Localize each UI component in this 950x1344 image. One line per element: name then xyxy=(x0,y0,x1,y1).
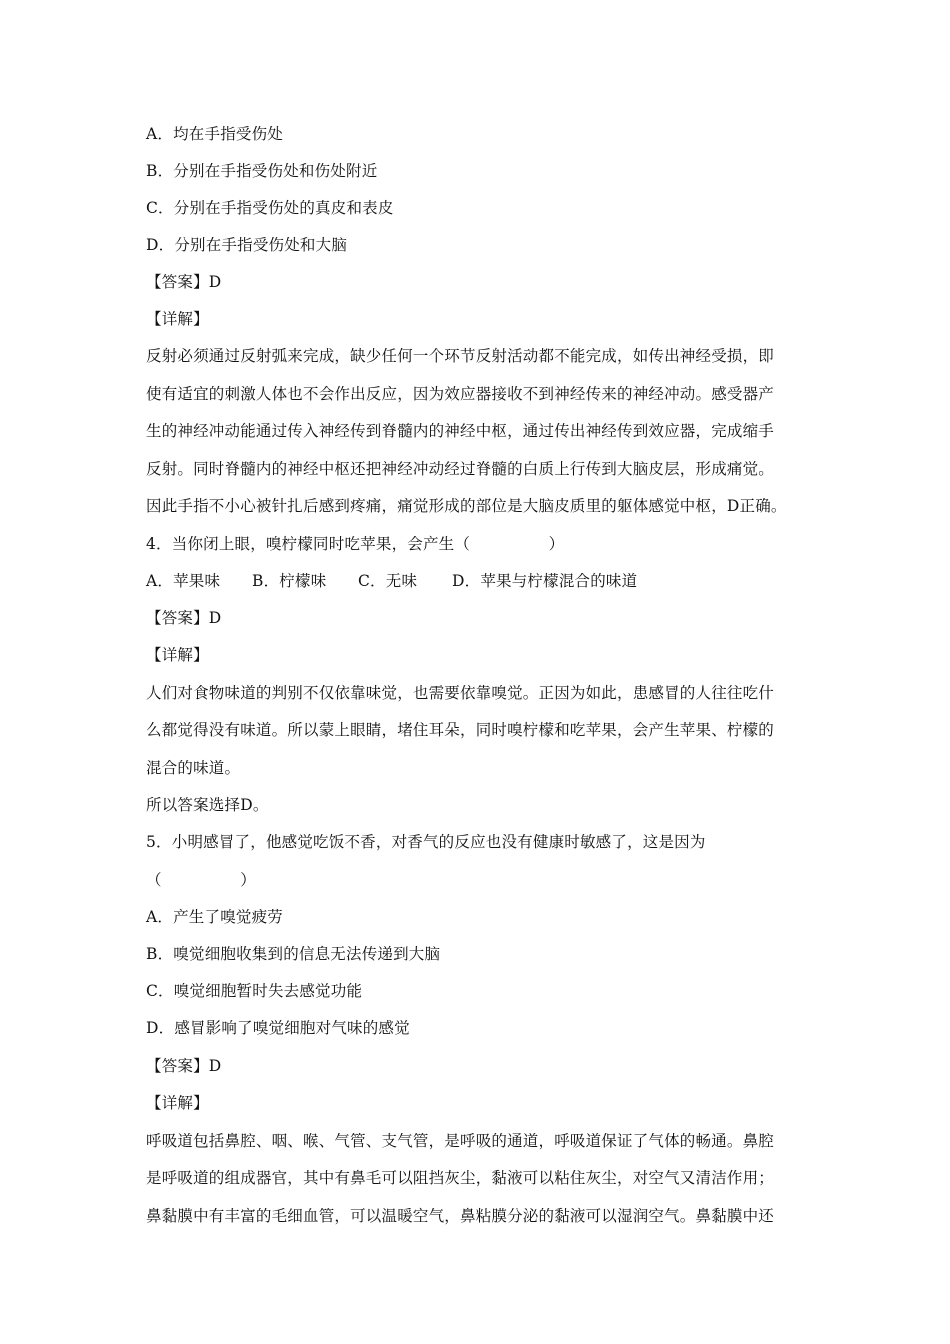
q4-detail-heading: 【详解】 xyxy=(146,646,209,664)
q4-option-d: D．苹果与柠檬混合的味道 xyxy=(452,572,638,590)
q4-detail-line: 所以答案选择D。 xyxy=(146,796,269,814)
q5-question: 5．小明感冒了，他感觉吃饭不香，对香气的反应也没有健康时敏感了，这是因为 xyxy=(146,833,706,851)
q4-option-b: B．柠檬味 xyxy=(252,572,327,590)
q4-option-c: C．无味 xyxy=(358,572,418,590)
q3-option-b: B．分别在手指受伤处和伤处附近 xyxy=(146,162,378,180)
q4-question: 4．当你闭上眼，嗅柠檬同时吃苹果，会产生（ ） xyxy=(146,535,565,553)
q5-detail-line: 呼吸道包括鼻腔、咽、喉、气管、支气管，是呼吸的通道，呼吸道保证了气体的畅通。鼻腔 xyxy=(146,1132,775,1150)
q4-detail-line: 么都觉得没有味道。所以蒙上眼睛，堵住耳朵，同时嗅柠檬和吃苹果，会产生苹果、柠檬的 xyxy=(146,721,775,739)
q5-option-a: A．产生了嗅觉疲劳 xyxy=(146,908,283,926)
q3-answer: 【答案】D xyxy=(146,273,222,291)
q5-detail-line: 鼻黏膜中有丰富的毛细血管，可以温暖空气，鼻粘膜分泌的黏液可以湿润空气。鼻黏膜中还 xyxy=(146,1207,775,1225)
q5-option-c: C．嗅觉细胞暂时失去感觉功能 xyxy=(146,982,363,1000)
q4-option-a: A．苹果味 xyxy=(146,572,221,590)
q5-option-d: D．感冒影响了嗅觉细胞对气味的感觉 xyxy=(146,1019,410,1037)
q4-options-row xyxy=(146,571,637,591)
q4-answer: 【答案】D xyxy=(146,609,222,627)
q3-detail-line: 反射必须通过反射弧来完成，缺少任何一个环节反射活动都不能完成，如传出神经受损，即 xyxy=(146,347,775,365)
q4-detail-line: 人们对食物味道的判别不仅依靠味觉，也需要依靠嗅觉。正因为如此，患感冒的人往往吃什 xyxy=(146,684,775,702)
q3-detail-line: 因此手指不小心被针扎后感到疼痛，痛觉形成的部位是大脑皮质里的躯体感觉中枢，D正确。 xyxy=(146,497,787,515)
q3-detail-line: 反射。同时脊髓内的神经中枢还把神经冲动经过脊髓的白质上行传到大脑皮层，形成痛觉。 xyxy=(146,460,775,478)
q3-detail-line: 生的神经冲动能通过传入神经传到脊髓内的神经中枢，通过传出神经传到效应器，完成缩手 xyxy=(146,422,775,440)
q5-detail-heading: 【详解】 xyxy=(146,1094,209,1112)
q3-detail-heading: 【详解】 xyxy=(146,310,209,328)
q5-detail-line: 是呼吸道的组成器官，其中有鼻毛可以阻挡灰尘，黏液可以粘住灰尘，对空气又清洁作用； xyxy=(146,1169,775,1187)
q4-detail-line: 混合的味道。 xyxy=(146,759,241,777)
q5-option-b: B．嗅觉细胞收集到的信息无法传递到大脑 xyxy=(146,945,441,963)
q3-option-d: D．分别在手指受伤处和大脑 xyxy=(146,236,348,254)
q5-answer: 【答案】D xyxy=(146,1057,222,1075)
q5-question-paren: （ ） xyxy=(146,871,256,889)
q3-option-c: C．分别在手指受伤处的真皮和表皮 xyxy=(146,199,394,217)
q3-option-a: A．均在手指受伤处 xyxy=(146,125,283,143)
q3-detail-line: 使有适宜的刺激人体也不会作出反应，因为效应器接收不到神经传来的神经冲动。感受器产 xyxy=(146,385,775,403)
